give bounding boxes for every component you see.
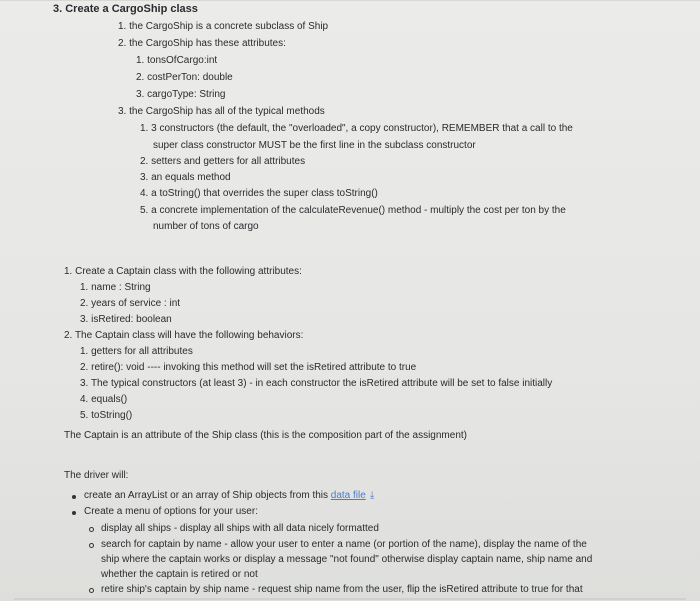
captain-behavior-2: 2. retire(): void ---- invoking this method will set the isRetired attribute to true	[80, 362, 417, 373]
s3-attr-2: 2. costPerTon: double	[136, 72, 233, 83]
driver-bullet-2: Create a menu of options for your user:	[84, 506, 258, 517]
ring-bullet-icon	[89, 527, 94, 532]
section-3-title: 3. Create a CargoShip class	[53, 3, 198, 15]
bullet-icon	[72, 495, 76, 499]
s3-method-1: 1. 3 constructors (the default, the "overloaded", a copy constructor), REMEMBER that a call to the	[140, 123, 573, 134]
driver-sub-2: search for captain by name - allow your user to enter a name (or portion of the name), display the name of the	[101, 539, 587, 550]
download-icon[interactable]: ⤓	[369, 490, 375, 501]
driver-sub-2-cont-2: whether the captain is retired or not	[101, 569, 258, 580]
driver-bullet-1	[84, 490, 374, 502]
s3-method-5-cont: number of tons of cargo	[153, 221, 259, 232]
captain-behavior-1: 1. getters for all attributes	[80, 346, 193, 357]
captain-item-1: 1. Create a Captain class with the following attributes:	[64, 266, 302, 277]
s3-attr-3: 3. cargoType: String	[136, 89, 226, 100]
captain-attr-1: 1. name : String	[80, 282, 151, 293]
captain-behavior-3: 3. The typical constructors (at least 3) - in each constructor the isRetired attribute will be set to false initially	[80, 378, 553, 389]
captain-behavior-5: 5. toString()	[80, 410, 133, 421]
driver-title: The driver will:	[64, 470, 129, 481]
s3-item-1: 1. the CargoShip is a concrete subclass of Ship	[118, 21, 329, 32]
bullet-icon	[72, 511, 76, 515]
bottom-edge	[14, 598, 686, 600]
composition-note: The Captain is an attribute of the Ship class (this is the composition part of the assignment)	[64, 430, 467, 441]
driver-bullet-1-text: create an ArrayList or an array of Ship objects from this	[84, 490, 331, 501]
driver-sub-3: retire ship's captain by ship name - request ship name from the user, flip the isRetired attribute to true for that	[101, 584, 583, 595]
s3-method-1-cont: super class constructor MUST be the first line in the subclass constructor	[153, 140, 476, 151]
s3-method-2: 2. setters and getters for all attributes	[140, 156, 306, 167]
data-file-link[interactable]: data file	[330, 490, 366, 501]
s3-attr-1: 1. tonsOfCargo:int	[136, 55, 218, 66]
captain-item-2: 2. The Captain class will have the following behaviors:	[64, 330, 304, 341]
captain-attr-3: 3. isRetired: boolean	[80, 314, 172, 325]
s3-method-4: 4. a toString() that overrides the super class toString()	[140, 188, 378, 199]
driver-sub-1: display all ships - display all ships with all data nicely formatted	[101, 523, 379, 534]
s3-item-3: 3. the CargoShip has all of the typical methods	[118, 106, 325, 117]
ring-bullet-icon	[89, 543, 94, 548]
driver-sub-2-cont-1: ship where the captain works or display a message "not found" otherwise display captain name, ship name and	[101, 554, 593, 565]
captain-attr-2: 2. years of service : int	[80, 298, 181, 309]
s3-method-5: 5. a concrete implementation of the calculateRevenue() method - multiply the cost per ton by the	[140, 205, 566, 216]
top-border	[0, 0, 700, 1]
s3-item-2: 2. the CargoShip has these attributes:	[118, 38, 286, 49]
captain-behavior-4: 4. equals()	[80, 394, 128, 405]
s3-method-3: 3. an equals method	[140, 172, 231, 183]
ring-bullet-icon	[89, 588, 94, 593]
